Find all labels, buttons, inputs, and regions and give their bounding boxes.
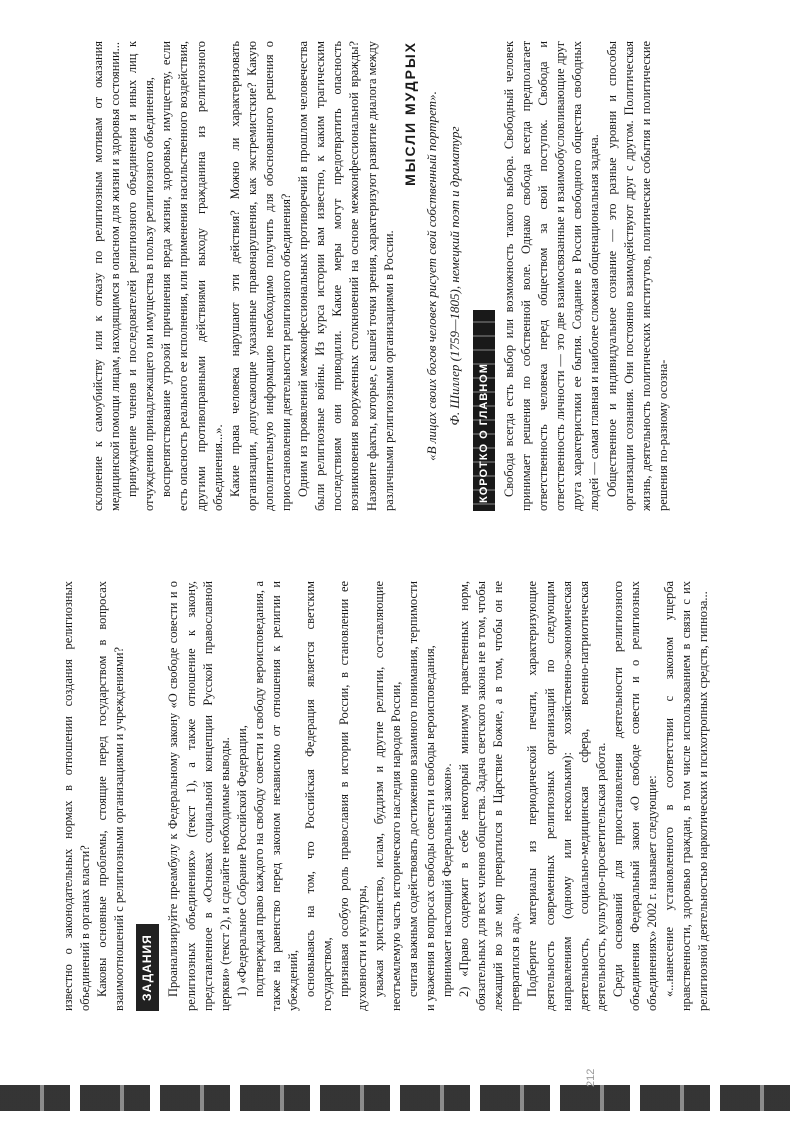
intro-paragraph: известно о законодательных нормах в отношении создания религиозных объединений в органах власти?: [61, 581, 93, 1011]
left-page: [0, 561, 793, 1121]
text-2: 2) «Право содержит в себе некоторый минимум нравственных норм, обязательных для всех членов общества. Задача светского закона не в том, чтобы лежащий во зле мир превратился в Царствие Божие, а в том, чтобы он не превратился в ад».: [457, 581, 523, 1011]
task-4: Одним из проявлений межконфессиональных противоречий в прошлом человечества были религиозные войны. Из курса истории вам известно, к каким трагическим последствиям они приводили. Какие меры могут предотвратить опасность возникновения вооруженных столкновений на основе межконфессиональной вражды? Назовите факты, которые, с вашей точки зрения, характеризуют развитие диалога между различными религиозными организациями в России.: [296, 41, 396, 511]
summary-paragraph: Свобода всегда есть выбор или возможность такого выбора. Свободный человек принимает решения по собственной воле. Однако свобода всегда предполагает ответственность человека перед обществом за свой поступок. Свобода и ответственность личности — это две взаимосвязанные и взаимообусловливающие друг друга характеристики ее бытия. Создание в России свободного общества свободных людей — самая главная и наиболее сложная общенациональная задача.: [501, 41, 602, 511]
text1-line: считая важным содействовать достижению взаимного понимания, терпимости и уважения в вопросах свободы совести и свободы вероисповедания,: [405, 581, 437, 1011]
questions-paragraph: Какие права человека нарушают эти действия? Можно ли характеризовать организации, допускающие указанные правонарушения, как экстремистские? Какую дополнительную информацию необходимо получить для обоснованного решения о приостановлении деятельности религиозного объединения?: [227, 41, 294, 511]
right-column: [90, 41, 672, 511]
task-2: Подберите материалы из периодической печати, характеризующие деятельность современных религиозных организаций по следующим направлениям (одному или нескольким): хозяйственно-экономическая деятельность, социально-медицинская сфера, военно-патриотическая деятельность, культурно-просветительская работа.: [525, 581, 608, 1011]
task-3-quote: «...нанесение установленного в соответствии с законом ущерба нравственности, здоровью граждан, в том числе использованием в связи с их религиозной деятельностью наркотических и психотропных средств, гипноза...: [662, 581, 711, 1011]
wise-thoughts-title: МЫСЛИ МУДРЫХ: [401, 41, 418, 186]
task-3: Среди оснований для приостановления деятельности религиозного объединения Федеральный закон «О свободе совести и о религиозных объединениях» 2002 г. называет следующие:: [610, 581, 660, 1011]
continued-quote: склонение к самоубийству или к отказу по религиозным мотивам от оказания медицинской помощи лицам, находящимся в опасном для жизни и здоровья состоянии...: [91, 41, 123, 511]
text1-line: основываясь на том, что Российская Федерация является светским государством,: [303, 581, 335, 1011]
schiller-quote: «В лицах своих богов человек рисует свой собственный портрет».: [423, 91, 439, 461]
page-number-left: 212: [585, 1068, 597, 1087]
text1-line: принимает настоящий Федеральный закон».: [439, 763, 454, 997]
text1-line: уважая христианство, ислам, буддизм и другие религии, составляющие неотъемлемую часть исторического наследия народов России,: [371, 581, 403, 1011]
summary-header: КОРОТКО О ГЛАВНОМ: [473, 310, 495, 511]
tasks-header: ЗАДАНИЯ: [136, 924, 159, 1011]
summary-paragraph: Общественное и индивидуальное сознание — это разные уровни и способы организации сознания. Они постоянно взаимодействуют друг с другом. Политическая жизнь, деятельность политических институтов, политические события и политические решения по-разному осозна-: [604, 41, 670, 511]
continued-quote: воспрепятствование угрозой причинения вреда жизни, здоровью, имуществу, если есть опасность реального ее исполнения, или применения насильственного воздействия, другими противоправными действиями выходу гражданина из религиозного объединения...».: [159, 41, 225, 511]
text1-line: подтверждая право каждого на свободу совести и свободу вероисповедания, а также на равенство перед законом независимо от отношения к религии и убеждений,: [251, 581, 301, 1011]
quote-author: Ф. Шиллер (1759—1805), немецкий поэт и драматург: [446, 126, 462, 426]
task-1: Проанализируйте преамбулу к Федеральному закону «О свободе совести и о религиозных объединениях» (текст 1), а также отношение к закону, представленное в «Основах социальной концепции Русской православной церкви» (текст 2), и сделайте необходимые выводы.: [166, 581, 232, 1011]
left-column: [60, 581, 712, 1011]
text1-line: 1) «Федеральное Собрание Российской Федерации,: [234, 725, 249, 997]
text1-line: признавая особую роль православия в истории России, в становлении ее духовности и культуры,: [337, 581, 369, 1011]
continued-quote: принуждение членов и последователей религиозного объединения и иных лиц к отчуждению принадлежащего им имущества в пользу религиозного объединения,: [125, 41, 157, 511]
intro-question: Каковы основные проблемы, стоящие перед государством в вопросах взаимоотношений с религиозными организациями и учреждениями?: [95, 581, 127, 1011]
